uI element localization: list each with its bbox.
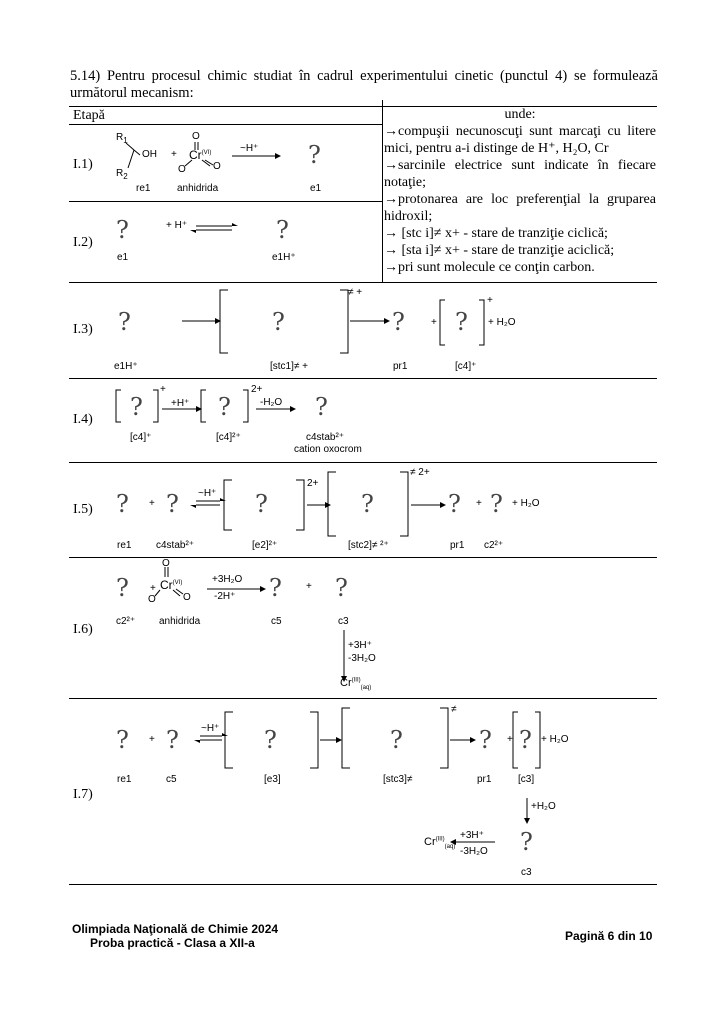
charge-label: ≠ <box>451 704 457 715</box>
oxygen-atom: O <box>213 161 221 172</box>
plus-sign: + <box>171 149 177 160</box>
unknown-compound: ? <box>335 574 348 602</box>
bracket <box>243 390 248 422</box>
step-label: I.1) <box>73 157 93 172</box>
bracket <box>479 300 484 345</box>
compound-label: [stc3]≠ <box>383 774 413 785</box>
note-item: →pri sunt molecule ce conţin carbon. <box>384 260 595 275</box>
plus-sign: + <box>149 734 155 745</box>
compound-label: c5 <box>271 616 282 627</box>
unknown-compound: ? <box>490 490 503 518</box>
chromium-product: $Cr^{(III)}_{(aq)}$ <box>340 677 372 692</box>
condition-label: -3H₂O <box>348 653 376 664</box>
bracket <box>328 472 336 536</box>
bracket <box>225 712 233 768</box>
bracket <box>153 390 158 422</box>
unknown-compound: ? <box>255 490 268 518</box>
chromium-atom: $Cr^{(VI)}$ <box>160 578 183 592</box>
compound-label: e1H⁺ <box>272 252 296 263</box>
unknown-compound: ? <box>116 574 129 602</box>
compound-label: [stc2]≠ ²⁺ <box>348 540 389 551</box>
hydroxyl-group: OH <box>142 149 157 160</box>
unknown-compound: ? <box>392 308 405 336</box>
unknown-compound: ? <box>118 308 131 336</box>
plus-sign: + <box>149 498 155 509</box>
compound-label: e1 <box>310 183 322 194</box>
compound-label: [c4]⁺ <box>455 361 477 372</box>
unknown-compound: ? <box>116 726 129 754</box>
compound-label: [stc1]≠ + <box>270 361 309 372</box>
page-number: Pagină 6 din 10 <box>565 929 653 943</box>
step-label: I.6) <box>73 622 93 637</box>
compound-label: pr1 <box>477 774 492 785</box>
compound-label: anhidrida <box>159 616 201 627</box>
compound-label: anhidrida <box>177 183 219 194</box>
bracket <box>220 290 228 353</box>
oxygen-atom: O <box>162 558 170 569</box>
unknown-compound: ? <box>272 308 285 336</box>
compound-label: cation oxocrom <box>294 444 362 455</box>
unknown-compound: ? <box>218 393 231 421</box>
unknown-compound: ? <box>276 216 289 244</box>
unknown-compound: ? <box>166 490 179 518</box>
unknown-compound: ? <box>166 726 179 754</box>
compound-label: [c3] <box>518 774 535 785</box>
unknown-compound: ? <box>116 490 129 518</box>
notes-title: unde: <box>504 107 536 122</box>
condition-label: -3H₂O <box>460 846 488 857</box>
plus-sign: + <box>507 734 513 745</box>
substituent-r1: $R_1$ <box>116 132 128 145</box>
bracket <box>535 712 540 768</box>
compound-label: c5 <box>166 774 177 785</box>
unknown-compound: ? <box>520 828 533 856</box>
bracket <box>400 472 408 536</box>
charge-label: 2+ <box>251 384 263 395</box>
plus-sign: + <box>476 498 482 509</box>
condition-label: +3H⁺ <box>348 640 372 651</box>
compound-label: [c4]²⁺ <box>216 432 241 443</box>
plus-sign: + <box>431 317 437 328</box>
condition-label: ~H⁺ <box>198 488 217 499</box>
compound-label: [c4]⁺ <box>130 432 152 443</box>
charge-label: ≠ + <box>348 287 363 298</box>
condition-label: + H⁺ <box>166 220 188 231</box>
condition-label: -H₂O <box>260 397 283 408</box>
compound-label: [e2]²⁺ <box>252 540 278 551</box>
unknown-compound: ? <box>308 141 321 169</box>
bracket <box>342 708 350 768</box>
charge-label: ≠ 2+ <box>410 467 430 478</box>
condition-label: +H⁺ <box>171 398 190 409</box>
unknown-compound: ? <box>455 308 468 336</box>
compound-label: [e3] <box>264 774 281 785</box>
oxygen-atom: O <box>148 594 156 605</box>
compound-label: c3 <box>521 867 532 878</box>
charge-label: + <box>487 295 493 306</box>
bracket <box>513 712 518 768</box>
water-label: + H₂O <box>488 317 516 328</box>
bond-line <box>134 150 140 155</box>
bond-line <box>128 150 134 168</box>
compound-label: pr1 <box>393 361 408 372</box>
chromium-atom: $Cr^{(VI)}$ <box>189 148 212 162</box>
condition-label: -2H⁺ <box>214 591 236 602</box>
compound-label: c2²⁺ <box>116 616 136 627</box>
unknown-compound: ? <box>130 393 143 421</box>
condition-label: ~H⁺ <box>201 723 220 734</box>
condition-label: ~H⁺ <box>240 143 259 154</box>
unknown-compound: ? <box>361 490 374 518</box>
footer-olympiad: Olimpiada Naţională de Chimie 2024 <box>72 922 279 936</box>
condition-label: +3H⁺ <box>460 830 484 841</box>
charge-label: + <box>160 384 166 395</box>
bracket <box>116 390 121 422</box>
unknown-compound: ? <box>116 216 129 244</box>
intro-text: 5.14) Pentru procesul chimic studiat în cadrul experimentului cinetic (punctul 4) se formulează următorul mecanism: <box>70 68 658 101</box>
step-label: I.4) <box>73 412 93 427</box>
chromium-product: $Cr^{(III)}_{(aq)}$ <box>424 836 456 851</box>
plus-sign: + <box>150 583 156 594</box>
compound-label: c4stab²⁺ <box>306 432 345 443</box>
step-label: I.7) <box>73 787 93 802</box>
bracket <box>440 708 448 768</box>
compound-label: pr1 <box>450 540 465 551</box>
unknown-compound: ? <box>315 393 328 421</box>
water-label: + H₂O <box>541 734 569 745</box>
note-item: →protonarea are loc preferenţial la gruparea hidroxil; <box>384 192 656 224</box>
compound-label: re1 <box>136 183 151 194</box>
unknown-compound: ? <box>390 726 403 754</box>
compound-label: re1 <box>117 774 132 785</box>
water-label: + H₂O <box>512 498 540 509</box>
oxygen-atom: O <box>192 131 200 142</box>
charge-label: 2+ <box>307 478 319 489</box>
compound-label: e1 <box>117 252 129 263</box>
oxygen-atom: O <box>183 592 191 603</box>
bracket <box>296 480 304 530</box>
plus-sign: + <box>306 581 312 592</box>
unknown-compound: ? <box>264 726 277 754</box>
bracket <box>340 290 348 353</box>
unknown-compound: ? <box>479 726 492 754</box>
unknown-compound: ? <box>448 490 461 518</box>
condition-label: +H₂O <box>531 801 556 812</box>
note-item: → [sta i]≠ x+ - stare de tranziţie aciclică; <box>384 243 615 258</box>
unknown-compound: ? <box>519 726 532 754</box>
bracket <box>440 300 445 345</box>
note-item: →sarcinile electrice sunt indicate în fiecare notaţie; <box>384 158 656 190</box>
footer-exam: Proba practică - Clasa a XII-a <box>90 936 255 950</box>
note-item: →compuşii necunoscuţi sunt marcaţi cu litere mici, pentru a-i distinge de H⁺, H₂O, Cr <box>384 124 656 156</box>
compound-label: c4stab²⁺ <box>156 540 195 551</box>
bracket <box>201 390 206 422</box>
col-header: Etapă <box>73 108 105 123</box>
bracket <box>310 712 318 768</box>
step-label: I.2) <box>73 235 93 250</box>
oxygen-atom: O <box>178 164 186 175</box>
compound-label: c2²⁺ <box>484 540 504 551</box>
substituent-r2: $R_2$ <box>116 168 128 181</box>
compound-label: re1 <box>117 540 132 551</box>
compound-label: c3 <box>338 616 349 627</box>
compound-label: e1H⁺ <box>114 361 138 372</box>
bracket <box>224 480 232 530</box>
unknown-compound: ? <box>269 574 282 602</box>
note-item: → [stc i]≠ x+ - stare de tranziţie ciclică; <box>384 226 608 241</box>
condition-label: +3H₂O <box>212 574 243 585</box>
step-label: I.3) <box>73 322 93 337</box>
step-label: I.5) <box>73 502 93 517</box>
